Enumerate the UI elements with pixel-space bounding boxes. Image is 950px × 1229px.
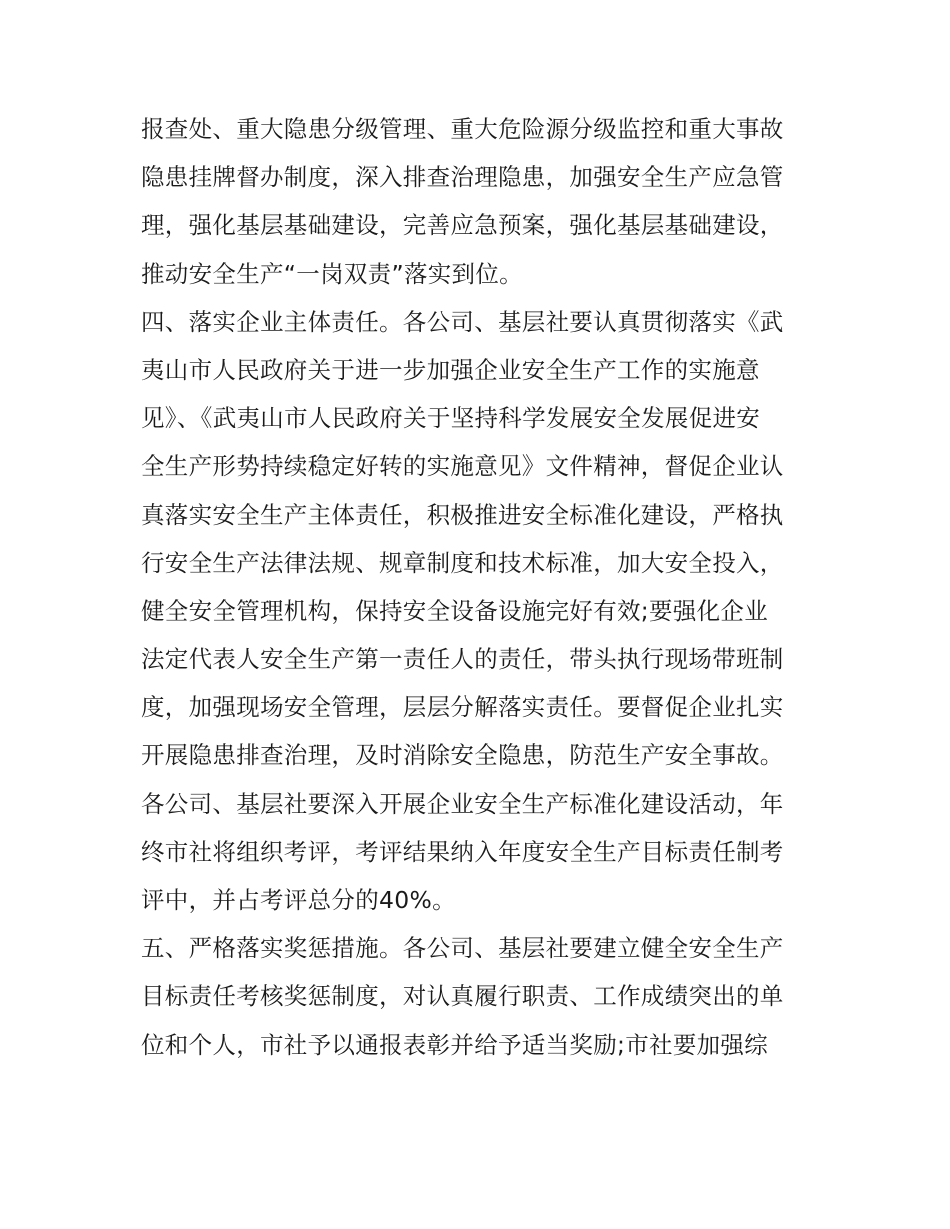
text-line: 目标责任考核奖惩制度，对认真履行职责、工作成绩突出的单 (141, 982, 784, 1011)
text-line: 位和个人，市社予以通报表彰并给予适当奖励;市社要加强综 (141, 1030, 769, 1059)
section-heading-line: 四、落实企业主体责任。各公司、基层社要认真贯彻落实《武 (141, 307, 784, 336)
document-body (141, 105, 831, 1069)
text-line: 推动安全生产“一岗双责”落实到位。 (141, 259, 523, 288)
text-line: 各公司、基层社要深入开展企业安全生产标准化建设活动，年 (141, 789, 784, 818)
section-heading-line: 五、严格落实奖惩措施。各公司、基层社要建立健全安全生产 (141, 934, 784, 963)
text-line: 健全安全管理机构，保持安全设备设施完好有效;要强化企业 (141, 596, 769, 625)
text-line: 隐患挂牌督办制度，深入排查治理隐患，加强安全生产应急管 (141, 163, 784, 192)
text-line: 真落实安全生产主体责任，积极推进安全标准化建设，严格执 (141, 500, 784, 529)
text-line: 全生产形势持续稳定好转的实施意见》文件精神，督促企业认 (141, 452, 784, 481)
text-line: 理，强化基层基础建设，完善应急预案，强化基层基础建设， (141, 211, 784, 240)
text-line: 开展隐患排查治理，及时消除安全隐患，防范生产安全事故。 (141, 741, 784, 770)
text-line: 报查处、重大隐患分级管理、重大危险源分级监控和重大事故 (141, 115, 784, 143)
text-line: 夷山市人民政府关于进一步加强企业安全生产工作的实施意 (141, 355, 760, 384)
text-line: 行安全生产法律法规、规章制度和技术标准，加大安全投入， (141, 548, 784, 577)
text-line: 评中，并占考评总分的40%。 (141, 886, 456, 914)
text-line: 度，加强现场安全管理，层层分解落实责任。要督促企业扎实 (141, 693, 784, 722)
text-line: 终市社将组织考评，考评结果纳入年度安全生产目标责任制考 (141, 837, 784, 866)
text-line: 法定代表人安全生产第一责任人的责任，带头执行现场带班制 (141, 645, 784, 674)
text-line: 见》、《武夷山市人民政府关于坚持科学发展安全发展促进安 (141, 404, 761, 433)
